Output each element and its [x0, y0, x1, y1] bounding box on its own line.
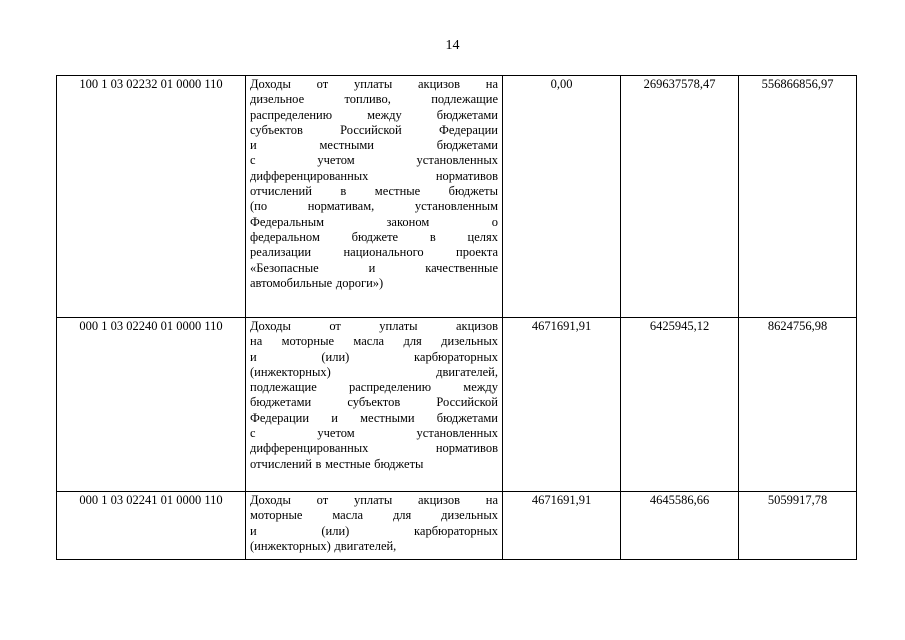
description-line: Доходы от уплаты акцизов — [250, 319, 498, 333]
description-line: бюджетами субъектов Российской — [250, 395, 498, 410]
description-line: реализации национального проекта — [250, 245, 498, 260]
amount-cell-1: 4671691,91 — [503, 318, 621, 492]
description-line: дизельное топливо, подлежащие — [250, 92, 498, 107]
description-line: автомобильные дороги») — [250, 275, 384, 290]
budget-code-cell: 100 1 03 02232 01 0000 110 — [57, 76, 246, 318]
description-line: и (или) карбюраторных — [250, 349, 498, 364]
description-line: Федерации и местными бюджетами — [250, 410, 498, 425]
amount-cell-2: 4645586,66 — [621, 492, 739, 560]
description-line: Федеральным законом о — [250, 214, 498, 229]
description-line: Доходы от уплаты акцизов на — [250, 77, 498, 91]
description-line: и (или) карбюраторных — [250, 523, 498, 538]
amount-cell-2: 6425945,12 — [621, 318, 739, 492]
description-line: моторные масла для дизельных — [250, 508, 498, 523]
description-cell — [246, 76, 503, 318]
description-line: (инжекторных) двигателей, — [250, 538, 397, 553]
description-line: и местными бюджетами — [250, 138, 498, 153]
description-line: отчислений в местные бюджеты — [250, 184, 498, 199]
table-row — [57, 76, 857, 318]
amount-cell-3: 8624756,98 — [739, 318, 857, 492]
description-line: распределению между бюджетами — [250, 107, 498, 122]
description-line: дифференцированных нормативов — [250, 168, 498, 183]
description-line: отчислений в местные бюджеты — [250, 456, 424, 471]
budget-code-cell: 000 1 03 02241 01 0000 110 — [57, 492, 246, 560]
page-number: 14 — [445, 38, 460, 53]
amount-cell-2: 269637578,47 — [621, 76, 739, 318]
description-line: (по нормативам, установленным — [250, 199, 498, 214]
amount-cell-3: 5059917,78 — [739, 492, 857, 560]
description-cell — [246, 318, 503, 492]
description-line: «Безопасные и качественные — [250, 260, 498, 275]
description-line: на моторные масла для дизельных — [250, 334, 498, 349]
description-cell — [246, 492, 503, 560]
table-row — [57, 492, 857, 560]
description-line: с учетом установленных — [250, 426, 498, 441]
budget-code-cell: 000 1 03 02240 01 0000 110 — [57, 318, 246, 492]
description-line: (инжекторных) двигателей, — [250, 364, 498, 379]
table-row — [57, 318, 857, 492]
amount-cell-1: 0,00 — [503, 76, 621, 318]
revenue-table — [56, 75, 857, 560]
description-line: дифференцированных нормативов — [250, 441, 498, 456]
amount-cell-1: 4671691,91 — [503, 492, 621, 560]
description-line: с учетом установленных — [250, 153, 498, 168]
description-line: субъектов Российской Федерации — [250, 122, 498, 137]
description-line: федеральном бюджете в целях — [250, 229, 498, 244]
description-line: подлежащие распределению между — [250, 380, 498, 395]
amount-cell-3: 556866856,97 — [739, 76, 857, 318]
revenue-table-body — [57, 76, 857, 560]
description-line: Доходы от уплаты акцизов на — [250, 493, 498, 507]
